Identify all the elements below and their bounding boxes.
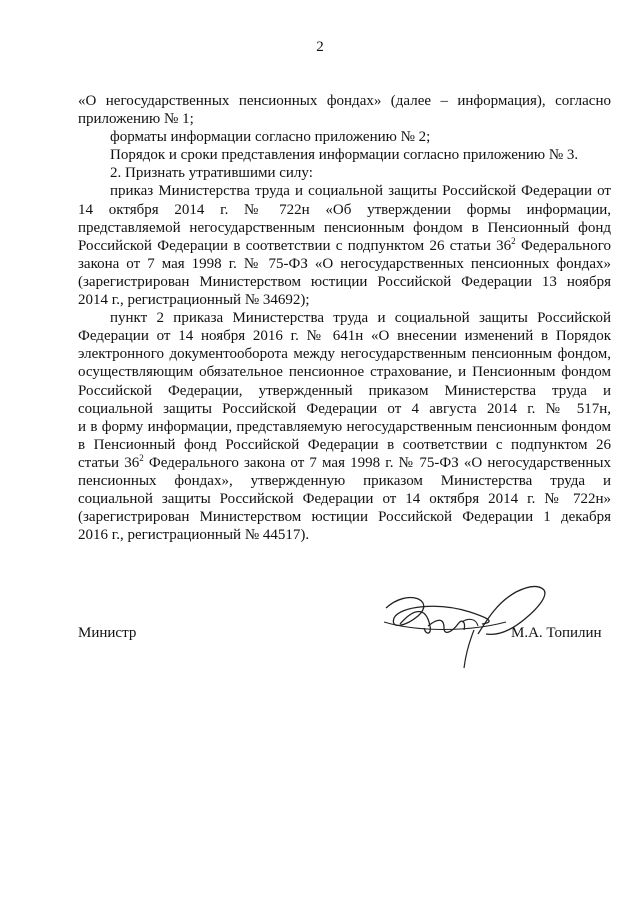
- text-line-20: в Пенсионный фонд Российской Федерации в соответствии с подпунктом 26: [78, 436, 611, 453]
- signatory-title: Министр: [78, 625, 137, 641]
- text-line-12: 2014 г., регистрационный № 34692);: [78, 292, 310, 309]
- text-line-16: осуществляющим обязательное пенсионное страхование, и Пенсионным фондом: [78, 364, 611, 381]
- text-line-10: закона от 7 мая 1998 г. № 75-ФЗ «О негосударственных пенсионных фондах»: [78, 255, 611, 272]
- signatory-name: М.А. Топилин: [511, 625, 602, 641]
- text-line-22: пенсионных фондах», утвержденную приказом Министерства труда и: [78, 472, 611, 489]
- text-line-4: Порядок и сроки представления информации согласно приложению № 3.: [110, 147, 579, 164]
- text-line-9-part-a: Российской Федерации в соответствии с подпунктом 26 статьи 36: [78, 237, 512, 254]
- text-line-14: Федерации от 14 ноября 2016 г. № 641н «О внесении изменений в Порядок: [78, 328, 611, 345]
- text-line-8: представляемой негосударственным пенсионным фондом в Пенсионный фонд: [78, 219, 611, 236]
- text-line-15: электронного документооборота между негосударственным пенсионным фондом,: [78, 346, 611, 363]
- page-number: 2: [316, 39, 324, 55]
- text-line-17: Российской Федерации, утвержденный приказом Министерства труда и: [78, 382, 611, 399]
- text-line-19: и в форму информации, представляемую негосударственным пенсионным фондом: [78, 418, 611, 435]
- text-line-11: (зарегистрирован Министерством юстиции Российской Федерации 13 ноября: [78, 273, 611, 290]
- text-line-21: [78, 454, 611, 472]
- text-line-7: 14 октября 2014 г. № 722н «Об утверждении формы информации,: [78, 201, 611, 218]
- text-line-5: 2. Признать утратившими силу:: [110, 165, 313, 182]
- superscript-2b: 2: [139, 452, 144, 463]
- text-line-6: приказ Министерства труда и социальной защиты Российской Федерации от: [110, 183, 611, 200]
- text-line-25: 2016 г., регистрационный № 44517).: [78, 527, 310, 544]
- text-line-21-part-b: Федерального закона от 7 мая 1998 г. № 75-ФЗ «О негосударственных: [143, 454, 611, 471]
- document-body: [78, 92, 611, 544]
- text-line-3: форматы информации согласно приложению № 2;: [110, 129, 431, 146]
- text-line-23: социальной защиты Российской Федерации от 14 октября 2014 г. № 722н»: [78, 491, 611, 508]
- text-line-21-part-a: статьи 36: [78, 454, 140, 471]
- text-line-2: приложению № 1;: [78, 111, 194, 128]
- text-line-9-part-b: Федерального: [515, 237, 611, 254]
- text-line-1: «О негосударственных пенсионных фондах» (далее – информация), согласно: [78, 93, 611, 109]
- text-line-13: пункт 2 приказа Министерства труда и социальной защиты Российской: [110, 310, 611, 327]
- text-line-24: (зарегистрирован Министерством юстиции Российской Федерации 1 декабря: [78, 509, 611, 526]
- text-line-18: социальной защиты Российской Федерации от 4 августа 2014 г. № 517н,: [78, 400, 611, 417]
- text-line-9: [78, 237, 611, 255]
- superscript-2: 2: [511, 235, 516, 246]
